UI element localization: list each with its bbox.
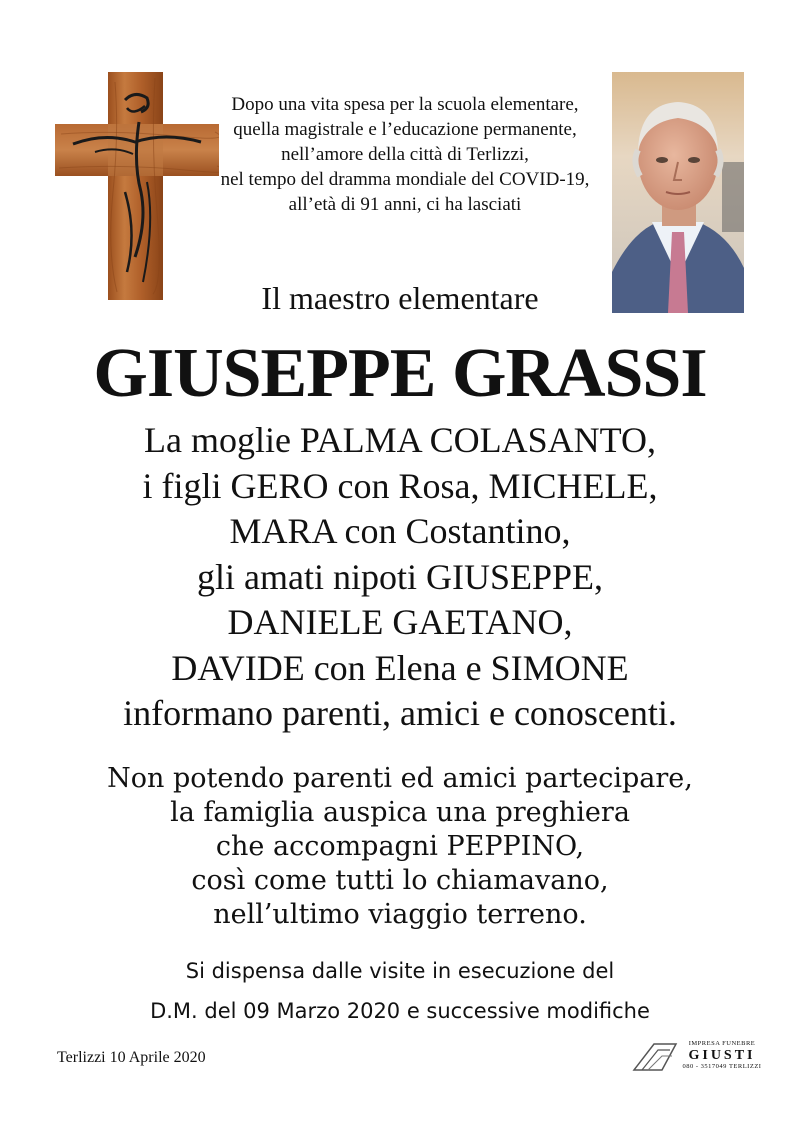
funeral-home-logo-icon: [632, 1036, 682, 1076]
intro-line: quella magistrale e l’educazione permanente,: [233, 119, 577, 140]
family-line: i figli GERO con Rosa, MICHELE,: [142, 465, 658, 506]
family-line: DAVIDE con Elena e SIMONE: [171, 647, 629, 688]
footer-date-place: Terlizzi 10 Aprile 2020: [57, 1049, 206, 1066]
intro-text: [200, 92, 610, 217]
logo-phone: 080 - 3517049 TERLIZZI: [682, 1063, 762, 1070]
deceased-role: Il maestro elementare: [261, 280, 539, 316]
prayer-line: così come tutti lo chiamavano,: [191, 865, 609, 896]
notice-line: D.M. del 09 Marzo 2020 e successive modifiche: [150, 999, 650, 1023]
prayer-line: Non potendo parenti ed amici partecipare,: [107, 763, 693, 794]
family-announcement: [0, 418, 800, 737]
intro-line: nel tempo del dramma mondiale del COVID-19,: [220, 169, 590, 190]
notice-line: Si dispensa dalle visite in esecuzione del: [185, 959, 615, 983]
intro-line: Dopo una vita spesa per la scuola elementare,: [231, 94, 579, 115]
family-line: informano parenti, amici e conoscenti.: [123, 693, 677, 733]
funeral-home-logo: [632, 1036, 762, 1076]
wooden-cross-icon: [55, 72, 219, 300]
intro-line: nell’amore della città di Terlizzi,: [281, 144, 529, 165]
family-line: gli amati nipoti GIUSEPPE,: [196, 556, 603, 597]
intro-line: all’età di 91 anni, ci ha lasciati: [288, 194, 522, 215]
prayer-request: [0, 762, 800, 932]
prayer-line: che accompagni PEPPINO,: [215, 831, 585, 862]
family-line: MARA con Costantino,: [229, 511, 571, 551]
prayer-line: la famiglia auspica una preghiera: [170, 797, 630, 828]
visit-notice: [0, 951, 800, 1031]
family-line: DANIELE GAETANO,: [227, 602, 573, 642]
family-line: La moglie PALMA COLASANTO,: [143, 420, 657, 460]
prayer-line: nell’ultimo viaggio terreno.: [213, 899, 587, 930]
logo-name: GIUSTI: [688, 1048, 756, 1063]
logo-tagline: IMPRESA FUNEBRE: [688, 1040, 756, 1047]
deceased-name: GIUSEPPE GRASSI: [93, 335, 707, 412]
